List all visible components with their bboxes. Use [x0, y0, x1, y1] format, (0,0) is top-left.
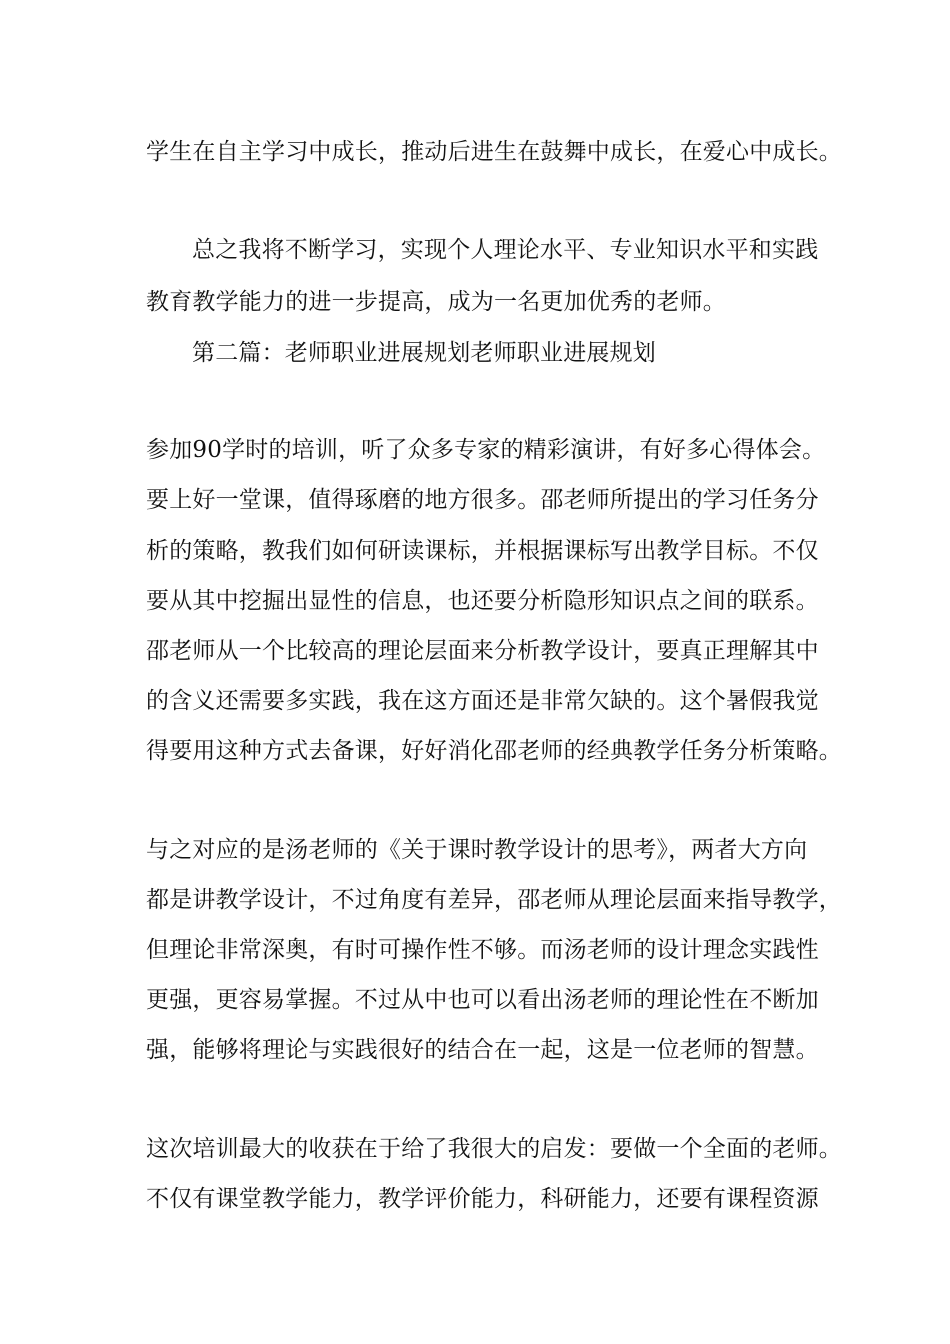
text-line: 总之我将不断学习，实现个人理论水平、专业知识水平和实践 — [192, 237, 819, 263]
text-line: 的含义还需要多实践，我在这方面还是非常欠缺的。这个暑假我觉 — [146, 688, 819, 714]
text-line: 邵老师从一个比较高的理论层面来分析教学设计，要真正理解其中 — [146, 638, 819, 664]
text-line: 但理论非常深奥，有时可操作性不够。而汤老师的设计理念实践性 — [146, 937, 819, 963]
text-line: 更强，更容易掌握。不过从中也可以看出汤老师的理论性在不断加 — [146, 987, 819, 1013]
text-line: 参加90学时的培训，听了众多专家的精彩演讲，有好多心得体会。 — [146, 437, 826, 463]
text-line: 教育教学能力的进一步提高，成为一名更加优秀的老师。 — [146, 289, 726, 315]
text-line: 学生在自主学习中成长，推动后进生在鼓舞中成长，在爱心中成长。 — [146, 139, 842, 165]
text-line: 得要用这种方式去备课，好好消化邵老师的经典教学任务分析策略。 — [146, 738, 842, 764]
text-line: 都是讲教学设计，不过角度有差异，邵老师从理论层面来指导教学， — [146, 887, 842, 913]
text-line: 这次培训最大的收获在于给了我很大的启发：要做一个全面的老师。 — [146, 1136, 842, 1162]
text-line: 不仅有课堂教学能力，教学评价能力，科研能力，还要有课程资源 — [146, 1186, 819, 1212]
text-line: 与之对应的是汤老师的《关于课时教学设计的思考》，两者大方向 — [146, 837, 808, 863]
text-line: 要从其中挖掘出显性的信息，也还要分析隐形知识点之间的联系。 — [146, 588, 819, 614]
text-line: 析的策略，教我们如何研读课标，并根据课标写出教学目标。不仅 — [146, 538, 819, 564]
section-heading: 第二篇：老师职业进展规划老师职业进展规划 — [192, 340, 656, 366]
text-line: 强，能够将理论与实践很好的结合在一起，这是一位老师的智慧。 — [146, 1037, 819, 1063]
text-line: 要上好一堂课，值得琢磨的地方很多。邵老师所提出的学习任务分 — [146, 487, 819, 513]
